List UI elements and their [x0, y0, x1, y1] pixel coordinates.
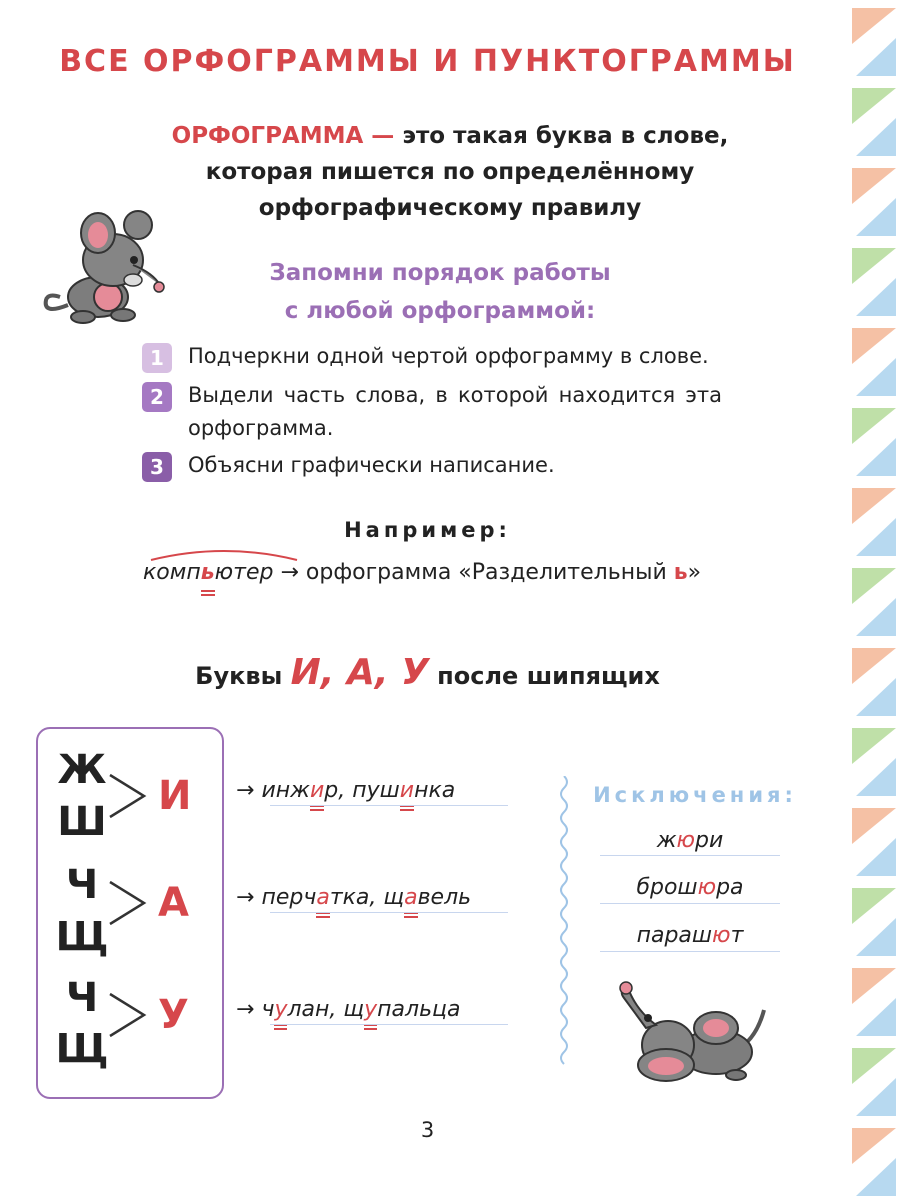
- triangle: [852, 168, 896, 204]
- subtitle-after: после шипящих: [428, 662, 660, 690]
- triangle: [856, 838, 896, 876]
- triangle: [856, 758, 896, 796]
- rule-example: [236, 997, 461, 1022]
- page-number: 3: [420, 1118, 435, 1142]
- highlighted-vowel-letter: и: [309, 778, 325, 803]
- triangle: [856, 438, 896, 476]
- exception-word: [600, 875, 780, 900]
- highlighted-vowel: [404, 885, 417, 910]
- triangle: [852, 648, 896, 684]
- exception-part: ри: [695, 828, 724, 853]
- underline: [404, 916, 417, 918]
- exception-highlight: ю: [697, 875, 717, 900]
- example-part: инж: [261, 778, 310, 803]
- highlighted-vowel-letter: а: [316, 885, 330, 910]
- example-sign: ь: [673, 560, 688, 585]
- example-line: [143, 560, 701, 585]
- guide-line: [600, 903, 780, 904]
- triangle: [852, 328, 896, 364]
- triangle: [852, 408, 896, 444]
- rule-example: [236, 778, 455, 803]
- triangle: [852, 728, 896, 764]
- highlighted-vowel: [310, 778, 324, 803]
- definition-line1: это такая буква в слове,: [394, 123, 729, 149]
- example-part: ч: [261, 997, 275, 1022]
- arrow-icon: →: [280, 560, 299, 585]
- exception-highlight: ю: [712, 923, 731, 948]
- arrow-icon: →: [236, 885, 255, 910]
- step-3: [142, 449, 722, 482]
- triangle: [852, 88, 896, 124]
- page-title: ВСЕ ОРФОГРАММЫ И ПУНКТОГРАММЫ: [59, 44, 796, 79]
- definition-block: [130, 118, 770, 226]
- example-part: пальца: [377, 997, 461, 1022]
- highlighted-vowel-letter: а: [404, 885, 418, 910]
- exception-part: т: [730, 923, 744, 948]
- rule-example: [236, 885, 471, 910]
- rule-consonant: Ч: [65, 862, 99, 908]
- example-part: перч: [261, 885, 317, 910]
- step-number-2: 2: [142, 382, 172, 412]
- triangle: [852, 1128, 896, 1164]
- underline: [400, 809, 414, 811]
- example-part: вель: [417, 885, 472, 910]
- rule-consonant: Ш: [57, 799, 107, 845]
- triangle: [856, 998, 896, 1036]
- exception-highlight: ю: [676, 828, 696, 853]
- triangle: [856, 598, 896, 636]
- exception-part: брош: [636, 875, 698, 900]
- triangle: [852, 8, 896, 44]
- highlighted-vowel: [316, 885, 329, 910]
- exception-part: ра: [716, 875, 744, 900]
- step-text-2: Выдели часть слова, в которой находится эта орфограмма.: [188, 383, 722, 440]
- triangle: [852, 888, 896, 924]
- example-word-part: ютер: [214, 560, 274, 585]
- highlighted-vowel: [364, 997, 377, 1022]
- underline: [316, 916, 329, 918]
- triangle: [856, 678, 896, 716]
- triangle: [852, 968, 896, 1004]
- step-number-1: 1: [142, 343, 172, 373]
- remember-line1: Запомни порядок работы: [269, 260, 611, 286]
- triangle: [856, 1158, 896, 1196]
- step-text-3: Объясни графически написание.: [188, 453, 555, 477]
- rule-consonant: Ж: [57, 747, 107, 793]
- definition-term: ОРФОГРАММА —: [171, 123, 395, 149]
- rule-vowel: У: [158, 992, 189, 1038]
- exceptions-title: Исключения:: [593, 783, 797, 807]
- arrow-icon: →: [236, 997, 255, 1022]
- greater-than-bracket: [108, 992, 148, 1038]
- mouse-illustration-sitting: [38, 205, 168, 325]
- highlighted-vowel: [274, 997, 287, 1022]
- triangle: [856, 198, 896, 236]
- triangle: [852, 1048, 896, 1084]
- example-close: »: [687, 560, 702, 585]
- rule-consonant: Щ: [55, 1026, 109, 1072]
- triangle: [856, 38, 896, 76]
- exception-word: [600, 923, 780, 948]
- example-part: тка, щ: [329, 885, 405, 910]
- step-1: [142, 340, 722, 373]
- example-part: нка: [414, 778, 456, 803]
- triangle: [856, 918, 896, 956]
- example-label: Например:: [344, 518, 511, 542]
- example-word-part: комп: [143, 560, 201, 585]
- triangle: [856, 118, 896, 156]
- guide-line: [270, 1024, 508, 1025]
- example-part: лан, щ: [287, 997, 365, 1022]
- exception-word: [600, 828, 780, 853]
- decorative-triangle-border: [848, 0, 900, 1200]
- underline-1: [201, 590, 215, 592]
- highlighted-vowel-letter: и: [399, 778, 415, 803]
- highlighted-vowel-letter: у: [364, 997, 378, 1022]
- step-text-1: Подчеркни одной чертой орфограмму в слове.: [188, 344, 709, 368]
- underline-2: [201, 594, 215, 596]
- triangle: [856, 1078, 896, 1116]
- triangle: [856, 278, 896, 316]
- greater-than-bracket: [108, 773, 148, 819]
- remember-heading: [200, 254, 680, 330]
- rule-consonant: Ч: [65, 975, 99, 1021]
- exception-part: ж: [656, 828, 677, 853]
- example-word-orthogram: [201, 560, 215, 585]
- highlighted-vowel-letter: у: [274, 997, 288, 1022]
- arrow-icon: →: [236, 778, 255, 803]
- rule-consonant: Щ: [55, 914, 109, 960]
- triangle: [852, 488, 896, 524]
- remember-line2: с любой орфограммой:: [284, 298, 596, 324]
- rule-vowel: А: [158, 880, 189, 926]
- subtitle-letters: И, А, У: [290, 652, 429, 693]
- triangle: [856, 518, 896, 556]
- guide-line: [270, 912, 508, 913]
- wavy-divider: [556, 776, 572, 1066]
- section-subtitle: [0, 652, 855, 693]
- definition-line3: орфографическому правилу: [258, 195, 642, 221]
- guide-line: [600, 855, 780, 856]
- greater-than-bracket: [108, 880, 148, 926]
- highlighted-vowel: [400, 778, 414, 803]
- underline: [364, 1028, 377, 1030]
- triangle: [856, 358, 896, 396]
- subtitle-before: Буквы: [195, 662, 291, 690]
- mouse-illustration-lying: [606, 980, 776, 1090]
- triangle: [852, 568, 896, 604]
- step-number-3: 3: [142, 452, 172, 482]
- rule-vowel: И: [158, 773, 192, 819]
- underline: [310, 809, 324, 811]
- underline: [274, 1028, 287, 1030]
- step-2: [142, 379, 722, 445]
- triangle: [852, 248, 896, 284]
- example-word: [143, 560, 274, 585]
- guide-line: [270, 805, 508, 806]
- guide-line: [600, 951, 780, 952]
- example-word-orthogram-letter: ь: [200, 560, 215, 585]
- exception-part: параш: [636, 923, 713, 948]
- definition-line2: которая пишется по определённому: [205, 159, 695, 185]
- example-part: р, пуш: [324, 778, 400, 803]
- example-text: орфограмма «Разделительный: [298, 560, 674, 585]
- triangle: [852, 808, 896, 844]
